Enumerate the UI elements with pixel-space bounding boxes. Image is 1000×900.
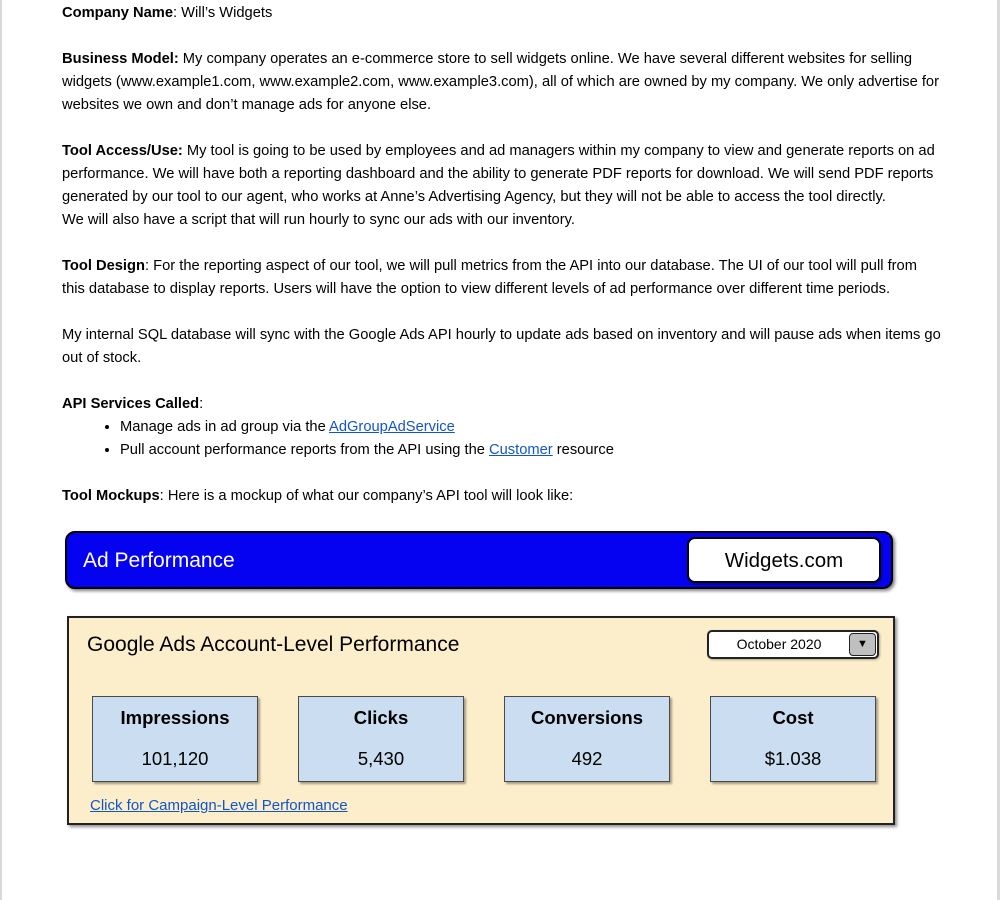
metric-card-clicks [298, 696, 464, 782]
tool-mockups-paragraph [62, 485, 941, 508]
bullet-text: Manage ads in ad group via the [120, 419, 330, 435]
bullet-text: resource [552, 442, 614, 458]
tool-design-text: : For the reporting aspect of our tool, we will pull metrics from the API into our database. The UI of our tool will pull from this database to display reports. Users will have the option to view different levels of ad performance over different time periods. [62, 258, 917, 297]
list-item [120, 439, 941, 462]
metric-value: 101,120 [141, 748, 209, 769]
company-name-paragraph [62, 2, 941, 25]
metric-label: Cost [772, 707, 814, 728]
metric-value: 492 [571, 748, 603, 769]
api-services-label: API Services Called [62, 396, 200, 412]
widgets-site-button[interactable]: Widgets.com [687, 537, 881, 583]
period-dropdown[interactable] [707, 630, 879, 659]
metric-card-conversions [504, 696, 670, 782]
business-model-paragraph [62, 48, 941, 117]
api-services-colon: : [199, 396, 204, 412]
dropdown-arrow-button[interactable] [849, 633, 876, 656]
mockup-banner [65, 531, 893, 589]
panel-header [69, 618, 893, 659]
sql-sync-paragraph: My internal SQL database will sync with the Google Ads API hourly to update ads based on inventory and will pause ads when items go out of stock. [62, 327, 941, 366]
business-model-label: Business Model: [62, 51, 179, 67]
tool-design-label: Tool Design [62, 258, 145, 274]
company-name-text: : Will’s Widgets [173, 5, 273, 21]
tool-mockups-label: Tool Mockups [62, 488, 160, 504]
metric-value: $1.038 [764, 748, 822, 769]
tool-access-line2: We will also have a script that will run hourly to sync our ads with our inventory. [62, 212, 575, 228]
tool-access-paragraph [62, 140, 941, 232]
list-item [120, 416, 941, 439]
metrics-row [69, 696, 893, 782]
bullet-text: Pull account performance reports from the API using the [120, 442, 490, 458]
api-services-section [62, 393, 941, 462]
metric-label: Impressions [120, 707, 230, 728]
tool-access-label: Tool Access/Use: [62, 143, 183, 159]
tool-access-text: My tool is going to be used by employees and ad managers within my company to view and generate reports on ad performance. We will have both a reporting dashboard and the ability to generate PDF reports for download. We will send PDF reports generated by our tool to our agent, who works at Anne’s Advertising Agency, but they will not be able to access the tool directly. [62, 143, 935, 205]
tool-mockups-text: : Here is a mockup of what our company’s API tool will look like: [159, 488, 574, 504]
company-name-label: Company Name [62, 5, 174, 21]
period-dropdown-value: October 2020 [736, 636, 822, 652]
banner-title: Ad Performance [83, 548, 235, 572]
customer-link[interactable]: Customer [489, 442, 553, 458]
api-services-list [62, 416, 941, 462]
panel-link-row [69, 782, 893, 816]
panel-title: Google Ads Account-Level Performance [87, 633, 460, 656]
tool-design-paragraph [62, 255, 941, 301]
metric-label: Clicks [353, 707, 409, 728]
account-performance-panel [67, 616, 895, 825]
adgroupadservice-link[interactable]: AdGroupAdService [329, 419, 455, 435]
metric-value: 5,430 [357, 748, 405, 769]
campaign-level-link[interactable]: Click for Campaign-Level Performance [90, 797, 348, 814]
api-services-heading [62, 393, 941, 416]
chevron-down-icon: ▼ [857, 638, 868, 650]
business-model-text: My company operates an e-commerce store to sell widgets online. We have several different websites for selling widgets (www.example1.com, www.example2.com, www.example3.com), all of which are owned by my company. We only advertise for websites we own and don’t manage ads for anyone else. [62, 51, 939, 113]
metric-card-impressions [92, 696, 258, 782]
metric-card-cost [710, 696, 876, 782]
document-body [2, 0, 997, 825]
metric-label: Conversions [530, 707, 644, 728]
